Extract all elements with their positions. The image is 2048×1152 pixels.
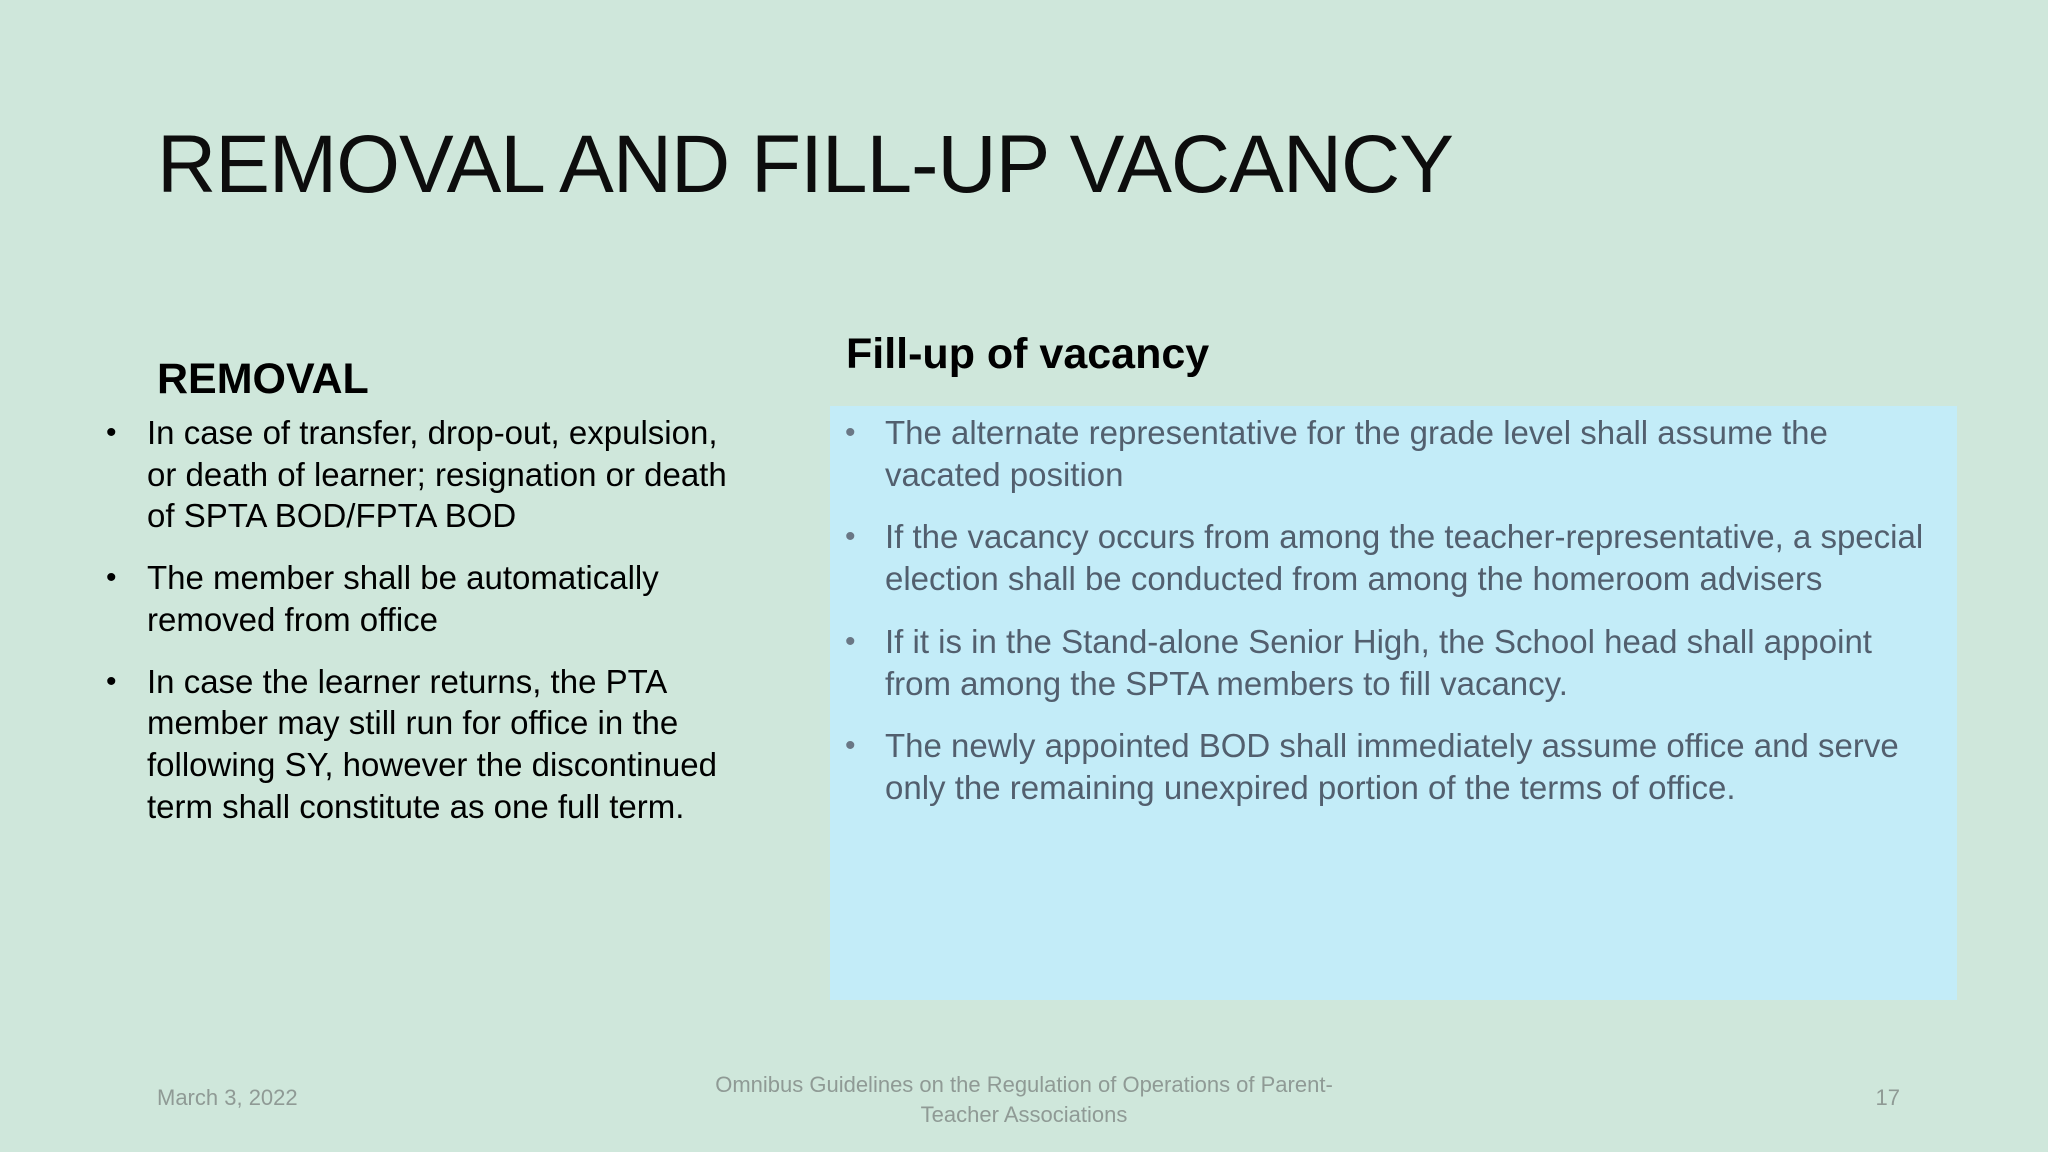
removal-heading: REMOVAL: [157, 355, 369, 403]
footer-date: March 3, 2022: [157, 1085, 298, 1110]
bullet: •: [106, 664, 117, 698]
list-item-text: The member shall be automatically removed from office: [147, 559, 659, 638]
removal-list: [106, 412, 746, 847]
footer-title-line: Omnibus Guidelines on the Regulation of Operations of Parent-: [715, 1072, 1333, 1097]
fillup-heading: Fill-up of vacancy: [846, 330, 1210, 378]
list-item-text: The newly appointed BOD shall immediately assume office and serve only the remaining unexpired portion of the terms of office.: [885, 727, 1899, 806]
list-item-text: If the vacancy occurs from among the teacher-representative, a special election shall be conducted from among the homeroom advisers: [885, 518, 1924, 598]
list-item-text: In case of transfer, drop-out, expulsion, or death of learner; resignation or death of SPTA BOD/FPTA BOD: [147, 414, 727, 535]
list-item-text: If it is in the Stand-alone Senior High, the School head shall appoint from among the SPTA members to fill vacancy.: [885, 622, 1872, 702]
footer-title-line: Teacher Associations: [920, 1102, 1128, 1127]
footer-title: [690, 1070, 1358, 1130]
list-item: [845, 621, 1945, 704]
list-item: [106, 557, 746, 640]
slide-title: REMOVAL AND FILL-UP VACANCY: [157, 119, 1453, 210]
list-item: [106, 412, 746, 537]
page-number: 17: [1875, 1085, 1900, 1110]
list-item: [845, 412, 1945, 495]
list-item-text: The alternate representative for the grade level shall assume the vacated position: [885, 414, 1828, 493]
bullet: •: [845, 520, 856, 554]
list-item: [106, 661, 746, 828]
list-item: [845, 725, 1945, 808]
bullet: •: [845, 624, 856, 658]
fillup-list: [845, 412, 1945, 830]
bullet: •: [845, 416, 856, 449]
list-item-text: In case the learner returns, the PTA member may still run for office in the following SY, however the discontinued term shall constitute as one full term.: [147, 662, 717, 825]
bullet: •: [106, 416, 117, 449]
list-item: [845, 516, 1945, 599]
bullet: •: [106, 561, 117, 595]
bullet: •: [845, 729, 856, 763]
